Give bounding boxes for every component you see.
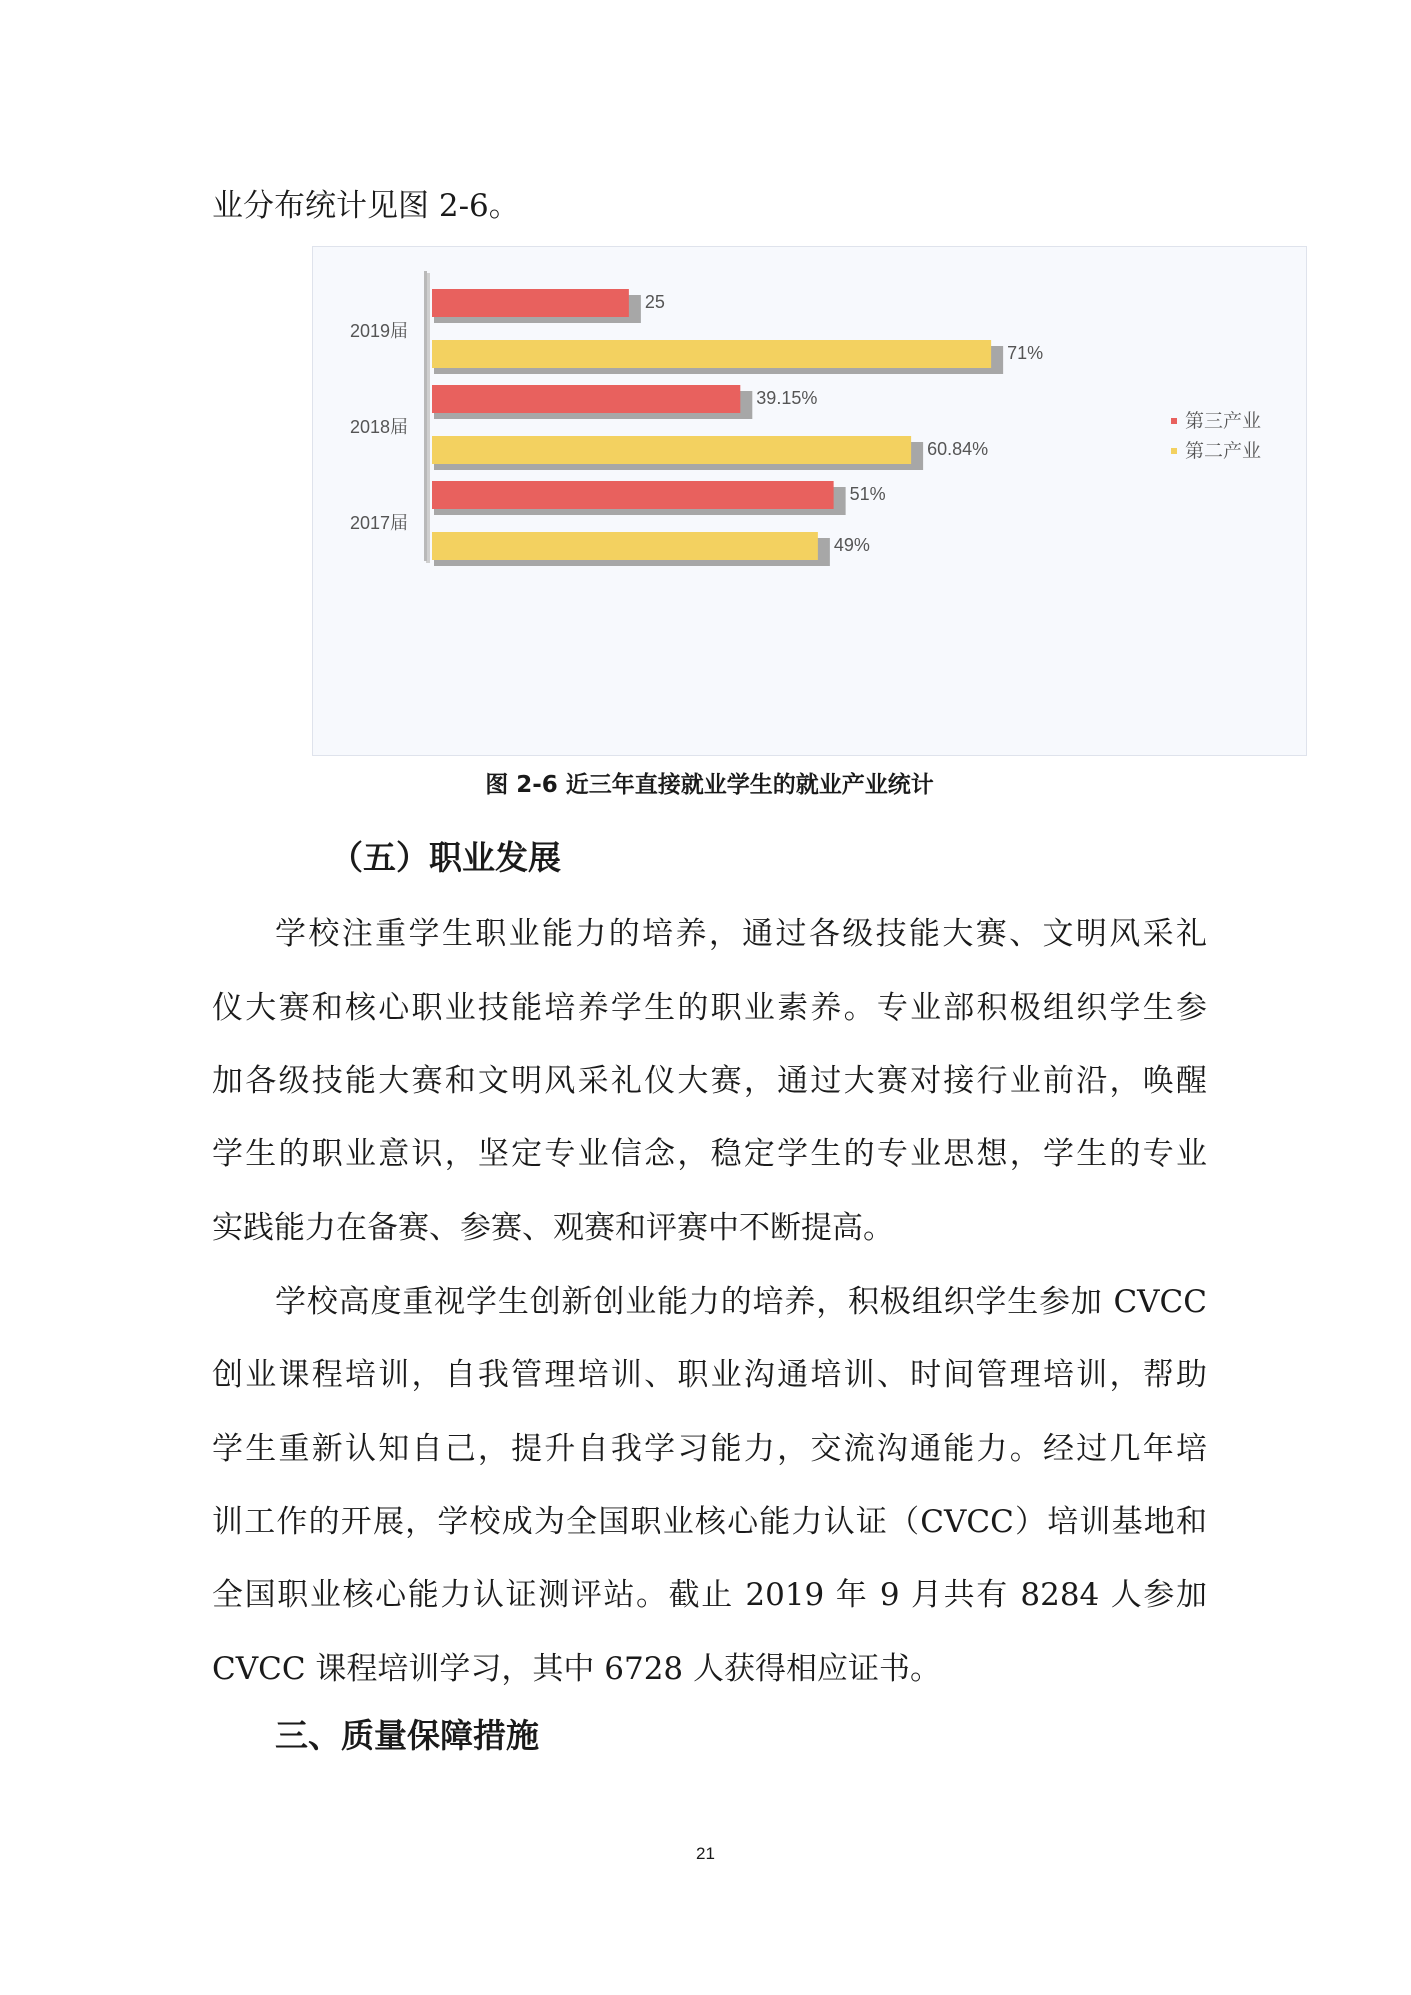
- data-label: 25: [644, 292, 665, 312]
- bar-secondary: [432, 532, 818, 560]
- bar-tertiary: [432, 481, 834, 509]
- para1-line: 学生的职业意识，坚定专业信念，稳定学生的专业思想，学生的专业: [212, 1136, 1207, 1172]
- para2-line: 全国职业核心能力认证测评站。截止 2019 年 9 月共有 8284 人参加: [212, 1577, 1207, 1613]
- page-number: 21: [696, 1844, 715, 1863]
- bar-secondary: [432, 340, 991, 368]
- bar-tertiary: [432, 289, 629, 317]
- para2-line: 创业课程培训，自我管理培训、职业沟通培训、时间管理培训，帮助: [212, 1357, 1207, 1393]
- para2-line: 学校高度重视学生创新创业能力的培养，积极组织学生参加 CVCC: [275, 1284, 1207, 1320]
- category-label: 2017届: [349, 513, 408, 533]
- legend-label: 第三产业: [1185, 411, 1262, 432]
- section-heading-quality: 三、质量保障措施: [275, 1716, 539, 1755]
- para1-line: 学校注重学生职业能力的培养，通过各级技能大赛、文明风采礼: [275, 916, 1207, 952]
- chart-canvas: [313, 247, 1306, 755]
- legend-marker: [1171, 448, 1177, 454]
- para1-line: 实践能力在备赛、参赛、观赛和评赛中不断提高。: [212, 1210, 894, 1246]
- category-label: 2019届: [349, 321, 408, 341]
- para2-line: CVCC 课程培训学习，其中 6728 人获得相应证书。: [212, 1651, 941, 1687]
- intro-line: 业分布统计见图 2-6。: [212, 188, 520, 224]
- bar-secondary: [432, 436, 911, 464]
- para2-line: 训工作的开展，学校成为全国职业核心能力认证（CVCC）培训基地和: [212, 1504, 1207, 1540]
- category-label: 2018届: [349, 417, 408, 437]
- y-axis-line: [424, 271, 427, 561]
- data-label: 39.15%: [756, 388, 818, 408]
- figure-caption: 图 2-6 近三年直接就业学生的就业产业统计: [485, 772, 934, 798]
- data-label: 49%: [833, 535, 870, 555]
- para1-line: 加各级技能大赛和文明风采礼仪大赛，通过大赛对接行业前沿，唤醒: [212, 1063, 1207, 1099]
- legend-label: 第二产业: [1185, 441, 1262, 462]
- para1-line: 仪大赛和核心职业技能培养学生的职业素养。专业部积极组织学生参: [212, 990, 1207, 1026]
- data-label: 51%: [849, 484, 886, 504]
- industry-chart: [312, 246, 1307, 756]
- section-heading-career: （五）职业发展: [330, 838, 561, 877]
- para2-line: 学生重新认知自己，提升自我学习能力，交流沟通能力。经过几年培: [212, 1431, 1207, 1467]
- bar-tertiary: [432, 385, 740, 413]
- data-label: 60.84%: [927, 439, 989, 459]
- data-label: 71%: [1007, 343, 1044, 363]
- legend-marker: [1171, 418, 1177, 424]
